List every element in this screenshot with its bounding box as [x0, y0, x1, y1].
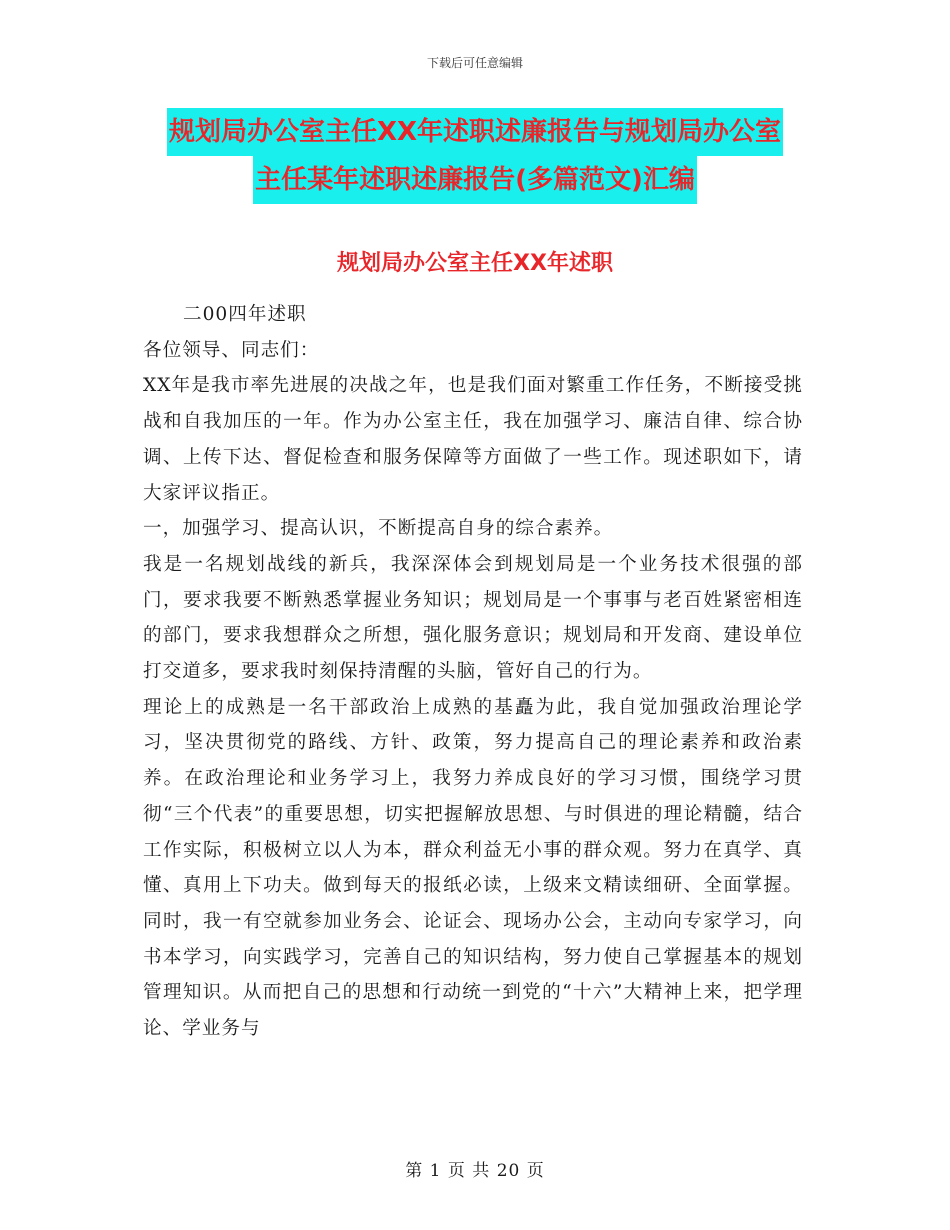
paragraph: 理论上的成熟是一名干部政治上成熟的基矗为此，我自觉加强政治理论学习，坚决贯彻党的路线、方针、政策，努力提高自己的理论素养和政治素养。在政治理论和业务学习上，我努力养成良好的学习习惯，围绕学习贯彻“三个代表”的重要思想，切实把握解放思想、与时俱进的理论精髓，结合工作实际，积极树立以人为本，群众利益无小事的群众观。努力在真学、真懂、真用上下功夫。做到每天的报纸必读，上级来文精读细研、全面掌握。同时，我一有空就参加业务会、论证会、现场办公会，主动向专家学习，向书本学习，向实践学习，完善自己的知识结构，努力使自己掌握基本的规划管理知识。从而把自己的思想和行动统一到党的“十六”大精神上来，把学理论、学业务与: [143, 696, 803, 1040]
document-title: [0, 108, 950, 204]
section-title: 规划局办公室主任XX年述职: [337, 251, 613, 276]
document-title-line-1: 规划局办公室主任XX年述职述廉报告与规划局办公室: [167, 108, 783, 156]
paragraph-date-line: 二00四年述职: [183, 304, 307, 325]
paragraph: 我是一名规划战线的新兵，我深深体会到规划局是一个业务技术很强的部门，要求我要不断熟悉掌握业务知识；规划局是一个事事与老百姓紧密相连的部门，要求我想群众之所想，强化服务意识；规划局和开发商、建设单位打交道多，要求我时刻保持清醒的头脑，管好自己的行为。: [143, 553, 803, 683]
paragraph-heading: 一，加强学习、提高认识，不断提高自身的综合素养。: [143, 518, 614, 540]
header-note: 下载后可任意编辑: [426, 56, 523, 70]
document-title-line-2: 主任某年述职述廉报告(多篇范文)汇编: [253, 156, 697, 204]
document-body: [143, 297, 803, 1047]
page-footer: 第 1 页 共 20 页: [405, 1161, 545, 1181]
paragraph-salutation: 各位领导、同志们：: [143, 339, 320, 361]
paragraph: XX年是我市率先进展的决战之年，也是我们面对繁重工作任务，不断接受挑战和自我加压的一年。作为办公室主任，我在加强学习、廉洁自律、综合协调、上传下达、督促检查和服务保障等方面做了一些工作。现述职如下，请大家评议指正。: [143, 375, 803, 504]
